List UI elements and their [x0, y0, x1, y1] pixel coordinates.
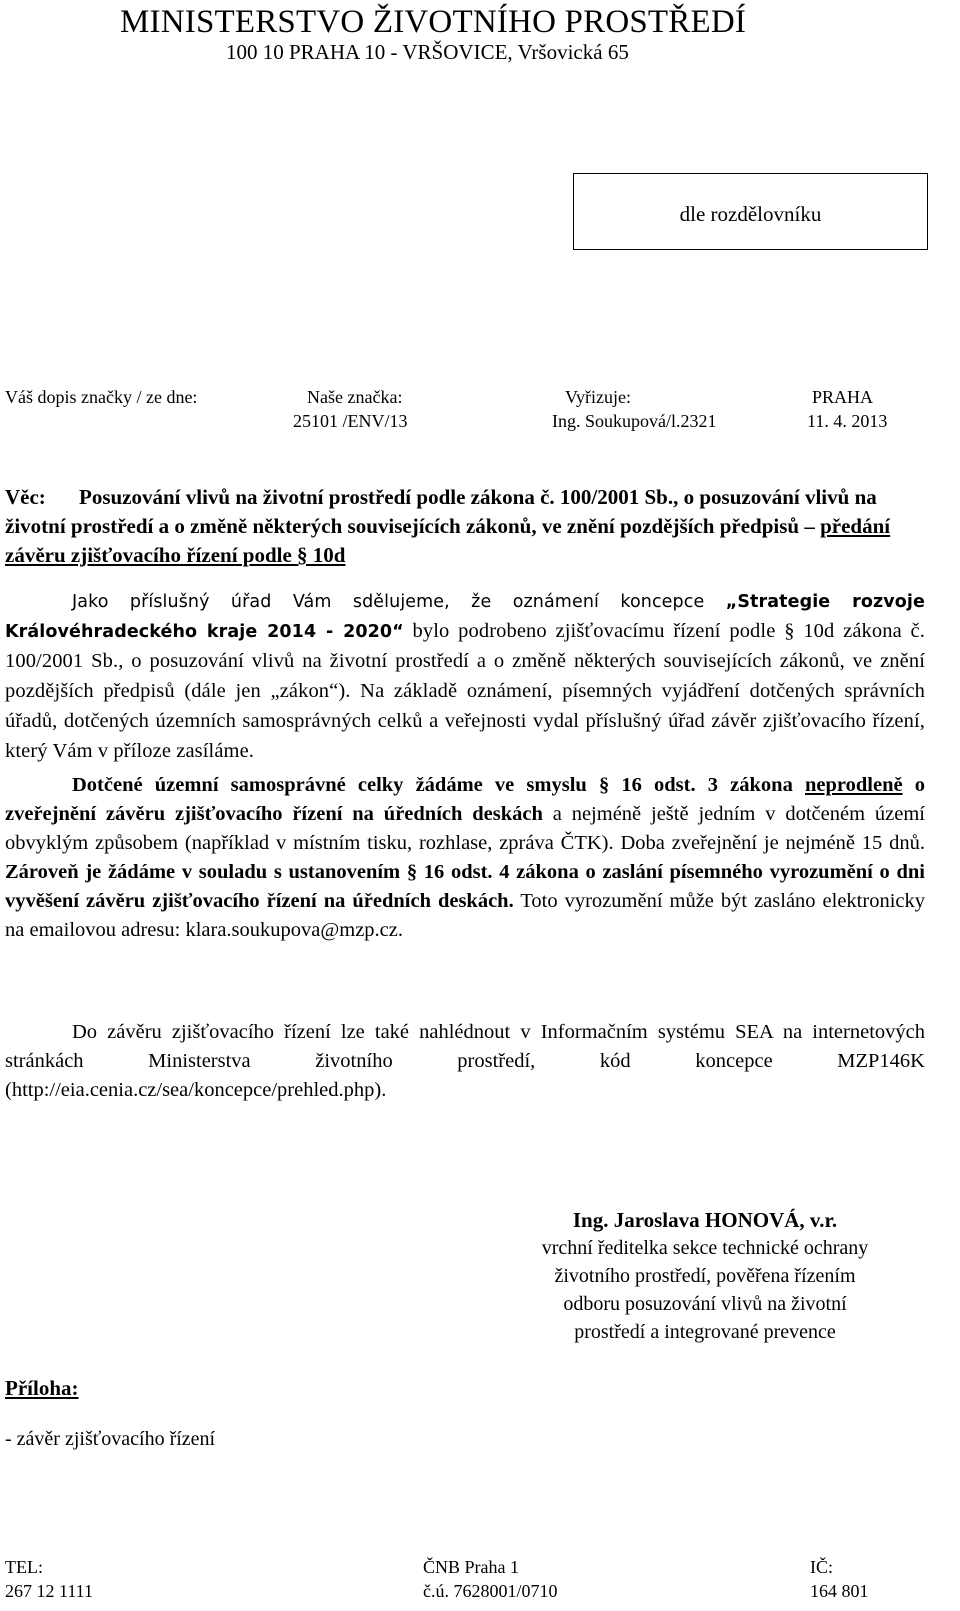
footer-ic-label: IČ: [810, 1557, 834, 1577]
subject-label: Věc: [5, 485, 46, 509]
recipient-box [573, 173, 928, 250]
signatory-title-line: odboru posuzování vlivů na životní [563, 1293, 847, 1315]
handled-by-label: Vyřizuje: [565, 387, 631, 407]
ministry-address: 100 10 PRAHA 10 - VRŠOVICE, Vršovická 65 [226, 40, 629, 64]
footer-ic-value: 164 801 [810, 1581, 869, 1601]
attachment-label: Příloha: [5, 1376, 79, 1400]
concept-title: „Strategie rozvoje Královéhradeckého kraje 2014 - 2020“ [5, 592, 925, 642]
footer-tel-value: 267 12 1111 [5, 1581, 93, 1601]
our-ref-label: Naše značka: [307, 387, 403, 407]
signatory-name: Ing. Jaroslava HONOVÁ, v.r. [572, 1208, 838, 1232]
our-ref-value: 25101 /ENV/13 [293, 411, 408, 431]
paragraph-1: Jako příslušný úřad Vám sdělujeme, že oznámení koncepce „Strategie rozvoje Královéhradeckého kraje 2014 - 2020“ bylo podrobeno zjišťovacímu řízení podle § 10d zákona č. 100/2001 Sb., o posuzování vlivů na životní prostředí a o změně některých souvisejících zákonů, ve znění pozdějších předpisů (dále jen „zákon“). Na základě oznámení, písemných vyjádření dotčených správních úřadů, dotčených územních samosprávných celků a veřejnosti vydal příslušný úřad závěr zjišťovacího řízení, který Vám v příloze zasíláme. [5, 592, 925, 762]
recipient: dle rozdělovníku [679, 202, 822, 226]
signatory-title-line: vrchní ředitelka sekce technické ochrany [541, 1237, 869, 1259]
paragraph-2: Dotčené územní samosprávné celky žádáme ve smyslu § 16 odst. 3 zákona neprodleně o zveřejnění závěru zjišťovacího řízení na úředních deskách a nejméně ještě jedním v dotčeném území obvyklým způsobem (například v místním tisku, rozhlase, zpráva ČTK). Doba zveřejnění je nejméně 15 dnů. Zároveň je žádáme v souladu s ustanovením § 16 odst. 4 zákona o zaslání písemného vyrozumění o dni vyvěšení závěru zjišťovacího řízení na úředních deskách. Toto vyrozumění může být zasláno elektronicky na emailovou adresu: klara.soukupova@mzp.cz. [5, 774, 925, 941]
paragraph-3: Do závěru zjišťovacího řízení lze také nahlédnout v Informačním systému SEA na internetových stránkách Ministerstva životního prostředí, kód koncepce MZP146K (http://eia.cenia.cz/sea/koncepce/prehled.php). [5, 1021, 925, 1101]
footer-tel-label: TEL: [5, 1557, 43, 1577]
handled-by-value: Ing. Soukupová/l.2321 [552, 411, 717, 431]
date: 11. 4. 2013 [807, 411, 888, 431]
signatory-title-line: životního prostředí, pověřena řízením [554, 1265, 856, 1287]
subject-text: Posuzování vlivů na životní prostředí podle zákona č. 100/2001 Sb., o posuzování vlivů na životní prostředí a o změně některých souvisejících zákonů, ve znění pozdějších předpisů – [5, 485, 877, 538]
your-letter-label: Váš dopis značky / ze dne: [5, 387, 198, 407]
ministry-title: MINISTERSTVO ŽIVOTNÍHO PROSTŘEDÍ [120, 4, 747, 40]
footer-bank-value: č.ú. 7628001/0710 [423, 1581, 558, 1601]
subject-underlined: předání závěru zjišťovacího řízení podle § 10d [5, 514, 891, 567]
footer-bank-label: ČNB Praha 1 [423, 1557, 519, 1577]
signatory-title-line: prostředí a integrované prevence [574, 1321, 836, 1343]
signature-block [485, 1206, 925, 1346]
subject [5, 483, 925, 570]
place: PRAHA [812, 387, 874, 407]
attachment-item: - závěr zjišťovacího řízení [5, 1428, 216, 1450]
